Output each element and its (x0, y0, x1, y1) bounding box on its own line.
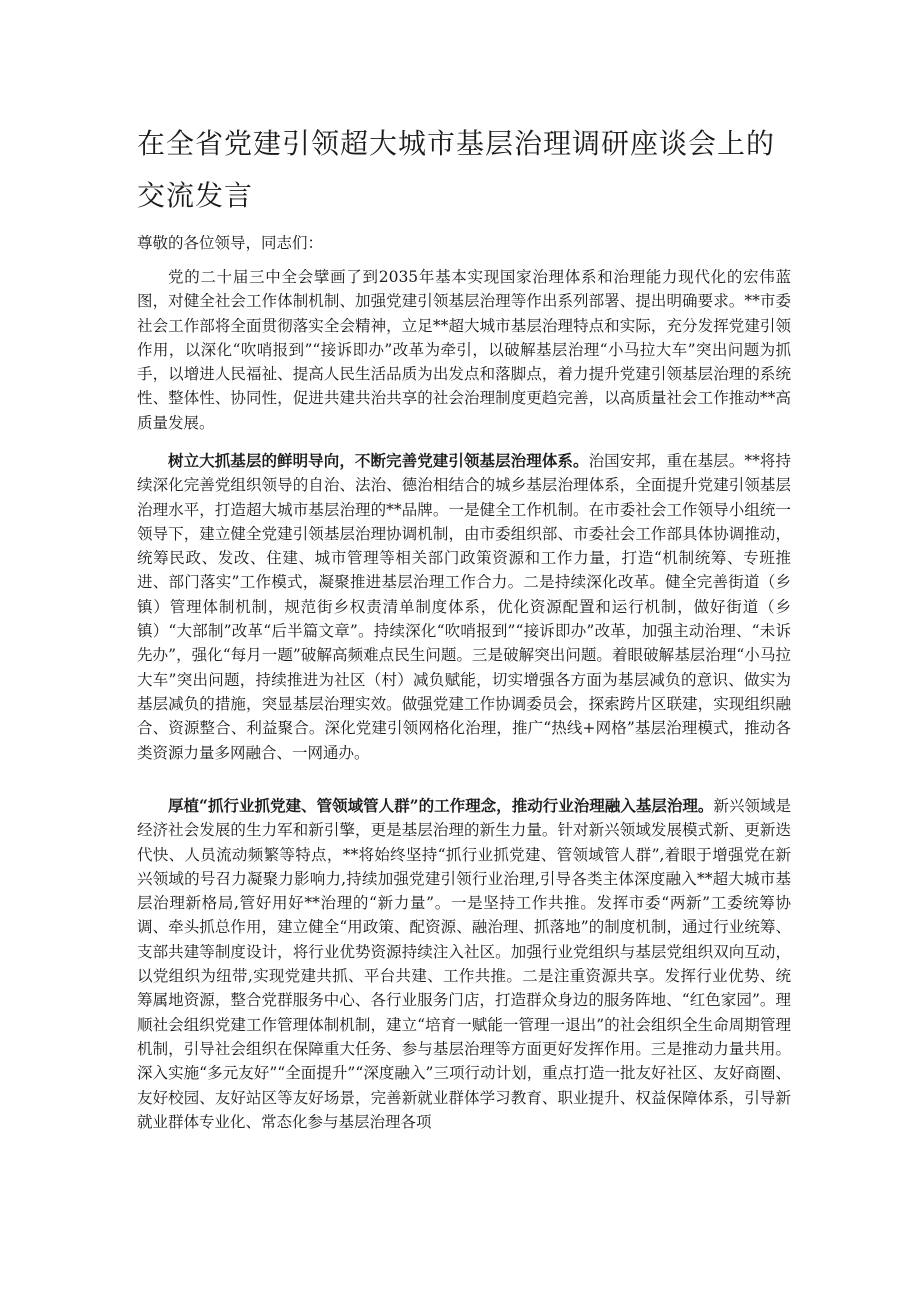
document-title: 在全省党建引领超大城市基层治理调研座谈会上的交流发言 (137, 127, 776, 212)
paragraph-intro (137, 265, 791, 435)
paragraph-body: 党的二十届三中全会擘画了到2035年基本实现国家治理体系和治理能力现代化的宏伟蓝图，对健全社会工作体制机制、加强党建引领基层治理等作出系列部署、提出明确要求。**市委社会工作部将全面贯彻落实全会精神，立足**超大城市基层治理特点和实际，充分发挥党建引领作用，以深化“吹哨报到”“接诉即办”改革为牵引，以破解基层治理“小马拉大车”突出问题为抓手，以增进人民福祉、提高人民生活品质为出发点和落脚点，着力提升党建引领基层治理的系统性、整体性、协同性，促进共建共治共享的社会治理制度更趋完善，以高质量社会工作推动**高质量发展。 (137, 268, 791, 432)
paragraph-lead: 厚植“抓行业抓党建、管领域管人群”的工作理念，推动行业治理融入基层治理。 (168, 796, 714, 815)
salutation: 尊敬的各位领导，同志们： (137, 234, 324, 252)
paragraph-body: 新兴领域是经济社会发展的生力军和新引擎，更是基层治理的新生力量。针对新兴领域发展模式新、更新迭代快、人员流动频繁等特点，**将始终坚持“抓行业抓党建、管领域管人群”,着眼于增强党在新兴领域的号召力凝聚力影响力,持续加强党建引领行业治理,引导各类主体深度融入**超大城市基层治理新格局,管好用好**治理的“新力量”。一是坚持工作共推。发挥市委“两新”工委统筹协调、牵头抓总作用，建立健全“用政策、配资源、融治理、抓落地”的制度机制，通过行业统筹、支部共建等制度设计，将行业优势资源持续注入社区。加强行业党组织与基层党组织双向互动，以党组织为纽带,实现党建共抓、平台共建、工作共推。二是注重资源共享。发挥行业优势、统筹属地资源，整合党群服务中心、各行业服务门店，打造群众身边的服务阵地、“红色家园”。理顺社会组织党建工作管理体制机制，建立“培育一赋能一管理一退出”的社会组织全生命周期管理机制，引导社会组织在保障重大任务、参与基层治理等方面更好发挥作用。三是推动力量共用。深入实施“多元友好”“全面提升”“深度融入”三项行动计划，重点打造一批友好社区、友好商圈、友好校园、友好站区等友好场景，完善新就业群体学习教育、职业提升、权益保障体系，引导新就业群体专业化、常态化参与基层治理各项 (137, 797, 791, 1131)
paragraph-lead: 树立大抓基层的鲜明导向，不断完善党建引领基层治理体系。 (168, 451, 589, 470)
paragraph-body: 治国安邦，重在基层。**将持续深化完善党组织领导的自治、法治、德治相结合的城乡基层治理体系，全面提升党建引领基层治理水平，打造超大城市基层治理的**品牌。一是健全工作机制。在市委社会工作领导小组统一领导下，建立健全党建引领基层治理协调机制，由市委组织部、市委社会工作部具体协调推动，统筹民政、发改、住建、城市管理等相关部门政策资源和工作力量，打造“机制统筹、专班推进、部门落实”工作模式，凝聚推进基层治理工作合力。二是持续深化改革。健全完善街道（乡镇）管理体制机制，规范街乡权责清单制度体系，优化资源配置和运行机制，做好街道（乡镇）“大部制”改革“后半篇文章”。持续深化“吹哨报到”“接诉即办”改革，加强主动治理、“未诉先办”，强化“每月一题”破解高频难点民生问题。三是破解突出问题。着眼破解基层治理“小马拉大车”突出问题，持续推进为社区（村）减负赋能，切实增强各方面为基层减负的意识、做实为基层减负的措施，突显基层治理实效。做强党建工作协调委员会，探索跨片区联建，实现组织融合、资源整合、利益聚合。深化党建引领网格化治理，推广“热线+网格”基层治理模式，推动各类资源力量多网融合、一网通办。 (137, 452, 791, 762)
paragraph-industry-governance (137, 794, 791, 1134)
paragraph-grassroots-system (137, 449, 791, 765)
